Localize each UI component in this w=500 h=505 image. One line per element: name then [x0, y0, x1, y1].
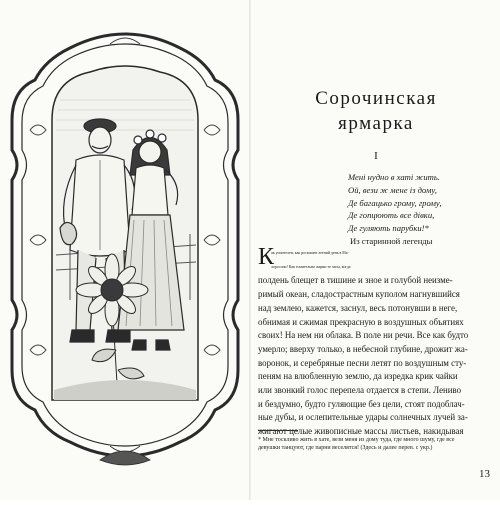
illustration-svg — [0, 0, 250, 500]
body-line: полдень блещет в тишине и зное и голубой неизме- — [258, 275, 453, 286]
footnote-line: девушки танцуют, где парни веселятся! (Здесь и далее перев. с укр.) — [258, 445, 433, 452]
body-text — [258, 244, 494, 439]
title-line-1: Сорочинская — [315, 88, 437, 109]
epigraph-source: Из старинной легенды — [350, 235, 433, 246]
title-line-2: ярмарка — [338, 113, 414, 134]
body-line: лороссии! Как томительно жарки те часы, когда — [271, 264, 351, 269]
text-page — [258, 0, 494, 500]
epigraph — [348, 171, 494, 248]
body-line: умерло; вверху только, в небесной глубине, дрожит жа- — [258, 343, 468, 354]
body-line: ак упоителен, как роскошен летний день в Ма- — [271, 251, 349, 255]
body-line: и бездумно, будто гуляющие без цели, стоят подоблач- — [258, 398, 465, 409]
body-line: своих! На нем ни облака. В поле ни речи. Все как будто — [258, 330, 469, 341]
body-line: воронок, и серебряные песни летят по воздушным сту- — [258, 357, 467, 368]
drop-cap: К — [258, 244, 275, 270]
page-number: 13 — [479, 468, 490, 480]
body-line: ные дубы, и ослепительные удары солнечных лучей за- — [258, 412, 468, 423]
body-line: жигают целые живописные массы листьев, накидывая — [258, 426, 464, 437]
body-line: или звонкий голос перепела отдается в степи. Лениво — [258, 385, 462, 396]
body-line: пеням на влюбленную землю, да изредка крик чайки — [258, 371, 458, 382]
epigraph-line: Де гопцюють все дівки, — [348, 210, 435, 221]
illustration-page — [0, 0, 250, 500]
epigraph-line: Ой, вези ж мене із дому, — [348, 184, 437, 195]
epigraph-line: Де гуляють парубки!* — [348, 223, 429, 234]
epigraph-line: Де багацько грому, грому, — [348, 197, 442, 208]
footnote — [258, 436, 494, 453]
story-title — [258, 86, 494, 136]
body-line: над землею, кажется, заснул, весь потонувши в неге, — [258, 302, 458, 313]
footnote-rule — [258, 430, 298, 431]
page-gutter — [249, 0, 251, 500]
epigraph-line: Мені нудно в хаті жить. — [348, 172, 440, 182]
chapter-number: I — [374, 150, 378, 162]
body-line: римый океан, сладострастным куполом нагнувшийся — [258, 289, 460, 300]
footnote-line: * Мне тоскливо жить в хате, вези меня из дому туда, где много шуму, где все — [258, 437, 455, 443]
body-line: обнимая и сжимая прекрасную в воздушных объятиях — [258, 316, 464, 327]
